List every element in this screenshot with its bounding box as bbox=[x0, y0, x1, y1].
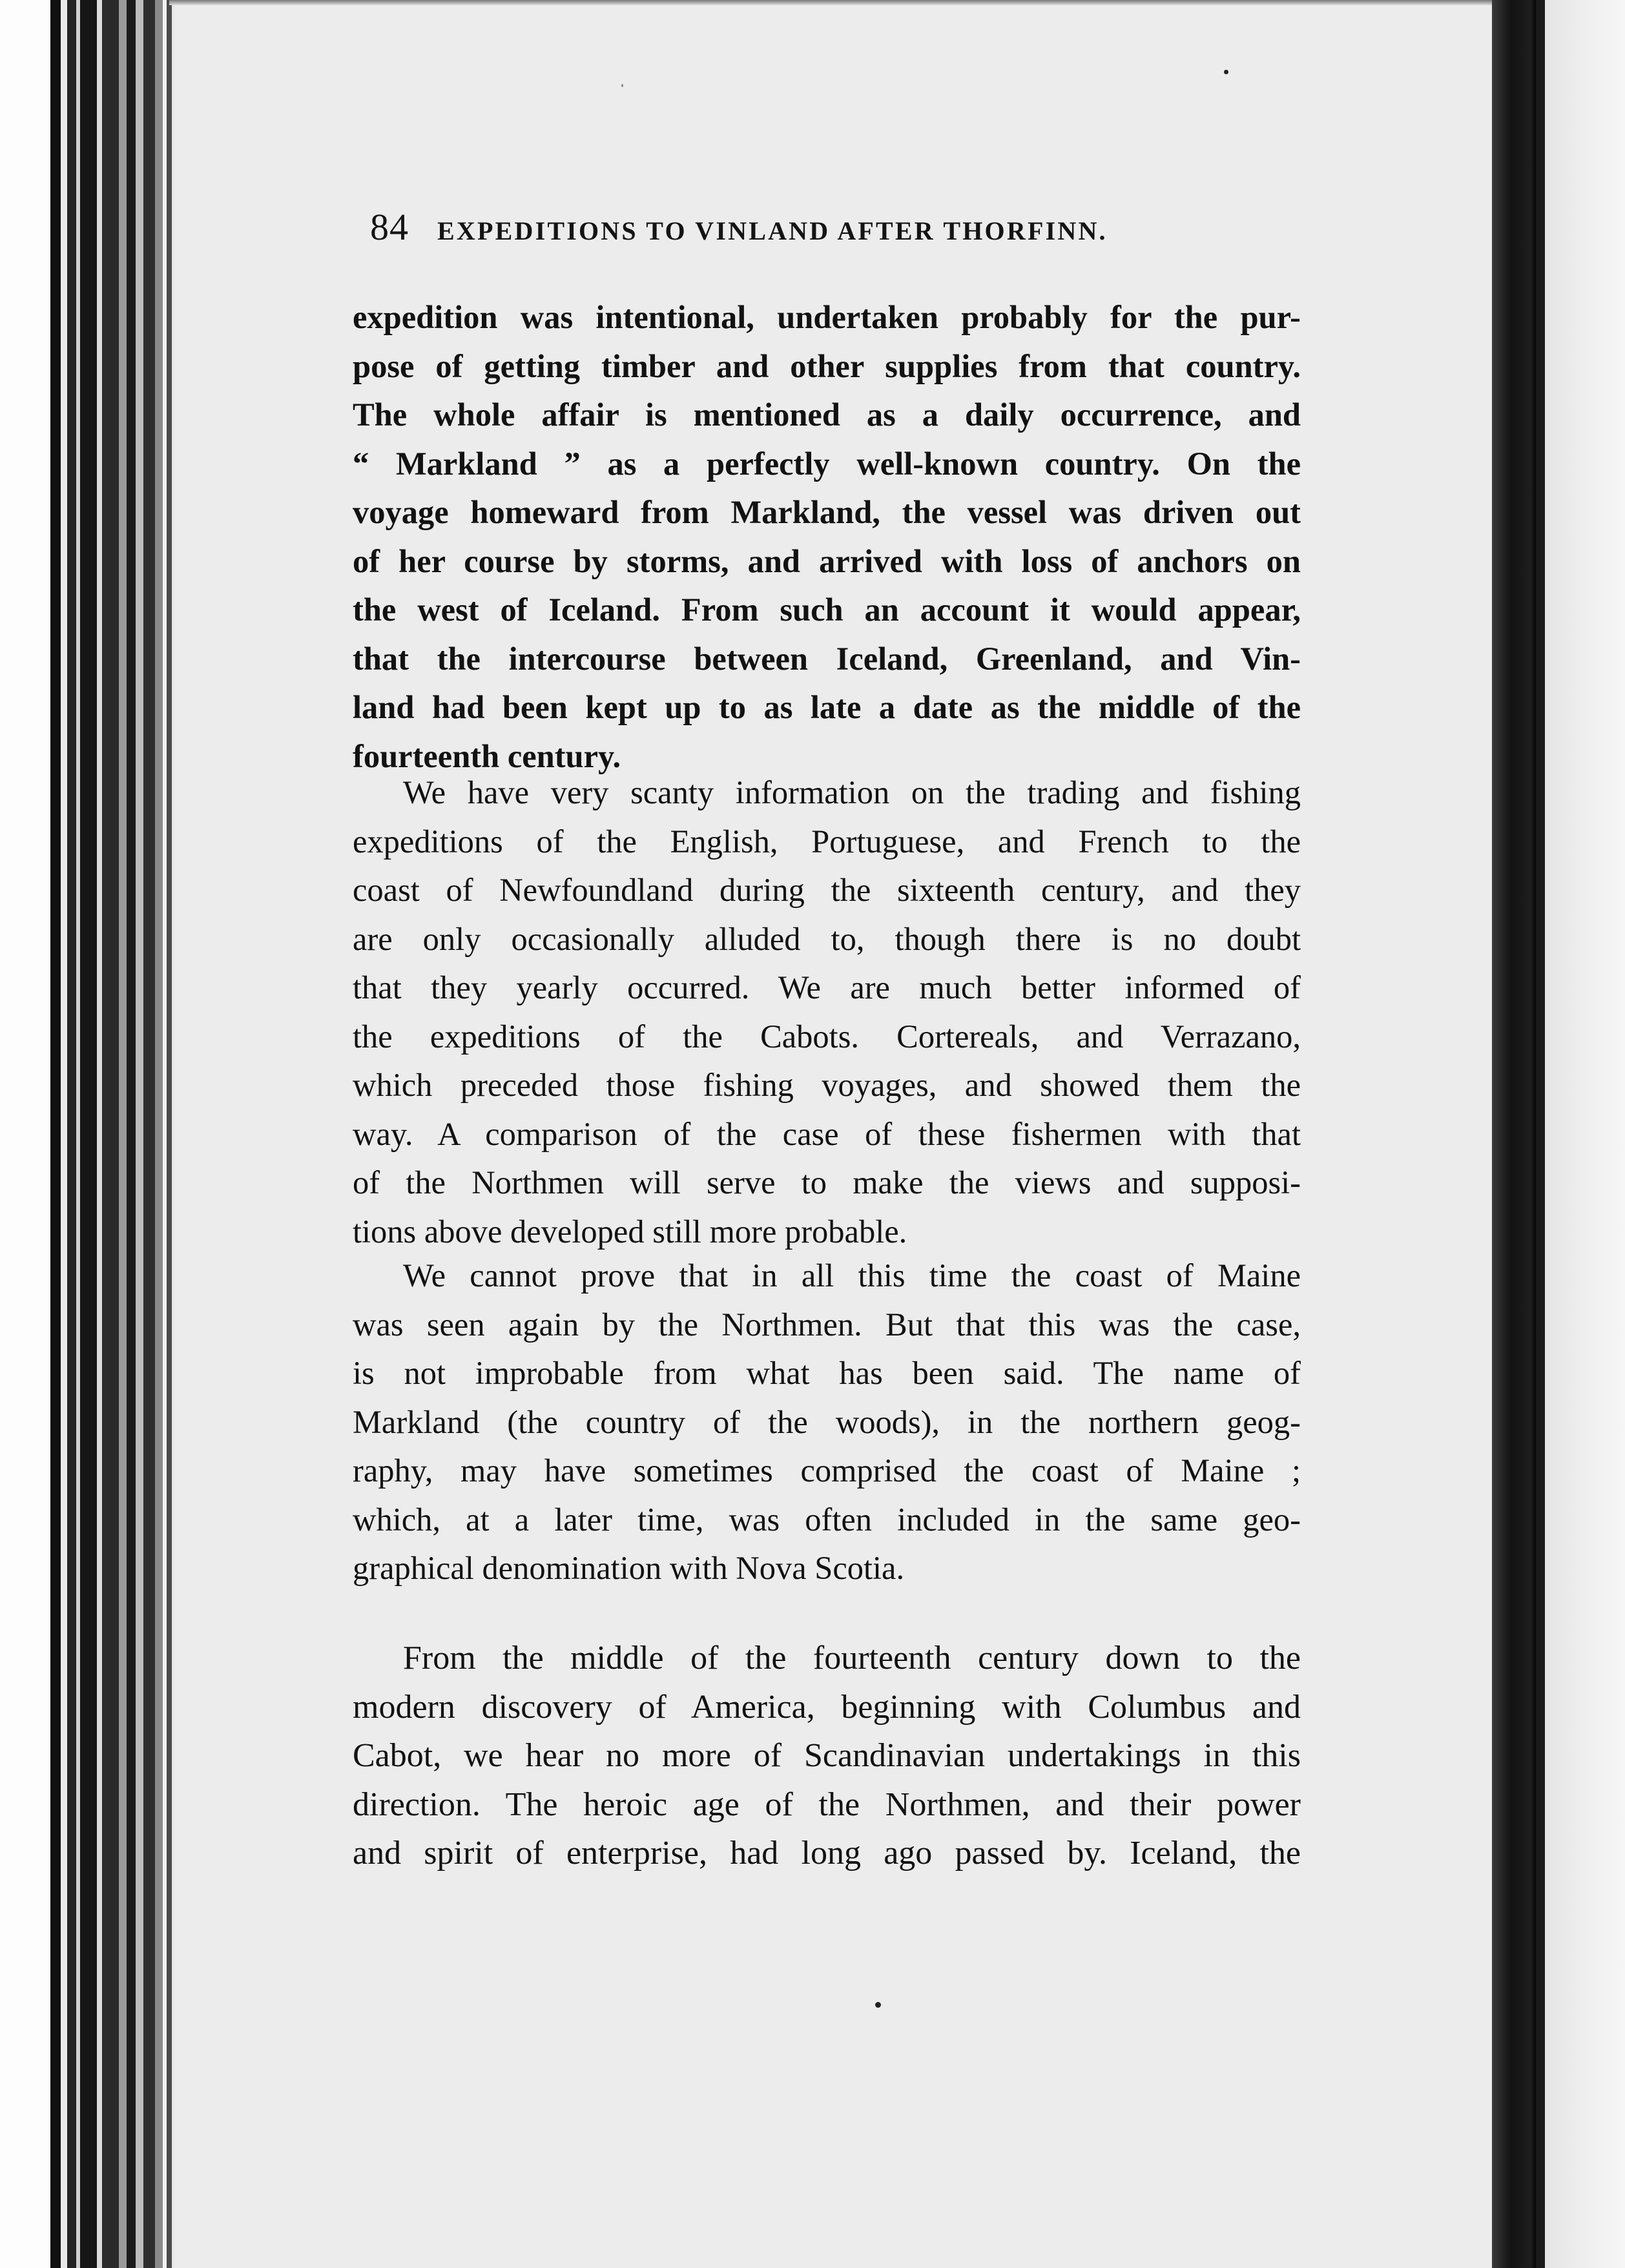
text-line: modern discovery of America, beginning with Columbus and bbox=[353, 1688, 1301, 1726]
book-right-edge bbox=[1492, 0, 1536, 2268]
text-line: coast of Newfoundland during the sixteenth century, and they bbox=[353, 872, 1301, 908]
page-top-edge bbox=[169, 0, 1526, 5]
text-line: tions above developed still more probable. bbox=[353, 1213, 907, 1250]
text-line: Markland (the country of the woods), in the northern geog- bbox=[353, 1403, 1301, 1440]
text-line: way. A comparison of the case of these fishermen with that bbox=[353, 1115, 1301, 1152]
page-number: 84 bbox=[370, 206, 409, 248]
text-line: that they yearly occurred. We are much better informed of bbox=[353, 969, 1301, 1005]
text-line: expedition was intentional, undertaken probably for the pur- bbox=[353, 299, 1301, 335]
text-line: that the intercourse between Iceland, Greenland, and Vin- bbox=[353, 640, 1301, 677]
text-line: The whole affair is mentioned as a daily occurrence, and bbox=[353, 397, 1301, 433]
text-line: Cabot, we hear no more of Scandinavian undertakings in this bbox=[353, 1737, 1301, 1774]
text-line: which, at a later time, was often included in the same geo- bbox=[353, 1501, 1301, 1538]
text-line: is not improbable from what has been said. The name of bbox=[353, 1355, 1301, 1391]
text-line: expeditions of the English, Portuguese, and French to the bbox=[353, 823, 1301, 860]
text-line: fourteenth century. bbox=[353, 737, 621, 774]
text-line: We have very scanty information on the trading and fishing bbox=[403, 774, 1301, 810]
facing-page-strip bbox=[1536, 0, 1625, 2268]
text-line: graphical denomination with Nova Scotia. bbox=[353, 1550, 905, 1586]
book-binding-gutter bbox=[0, 0, 174, 2268]
running-head-title: EXPEDITIONS TO VINLAND AFTER THORFINN. bbox=[437, 216, 1108, 245]
text-line: direction. The heroic age of the Northmen, and their power bbox=[353, 1786, 1301, 1823]
text-line: land had been kept up to as late a date as the middle of the bbox=[353, 689, 1301, 725]
text-line: voyage homeward from Markland, the vessel was driven out bbox=[353, 494, 1301, 530]
text-line: was seen again by the Northmen. But that this was the case, bbox=[353, 1306, 1301, 1343]
text-line: We cannot prove that in all this time the coast of Maine bbox=[403, 1257, 1301, 1294]
paragraph-1 bbox=[353, 293, 1301, 781]
text-line: and spirit of enterprise, had long ago passed by. Iceland, the bbox=[353, 1835, 1301, 1871]
text-line: of the Northmen will serve to make the views and supposi- bbox=[353, 1164, 1301, 1201]
text-line: From the middle of the fourteenth century down to the bbox=[403, 1640, 1301, 1676]
text-line: the expeditions of the Cabots. Cortereals, and Verrazano, bbox=[353, 1018, 1301, 1055]
text-line: the west of Iceland. From such an account it would appear, bbox=[353, 592, 1301, 628]
text-line: which preceded those fishing voyages, and showed them the bbox=[353, 1067, 1301, 1103]
running-head bbox=[370, 205, 1307, 263]
text-line: of her course by storms, and arrived with loss of anchors on bbox=[353, 542, 1301, 579]
text-line: are only occasionally alluded to, though there is no doubt bbox=[353, 920, 1301, 957]
text-line: pose of getting timber and other supplies from that country. bbox=[353, 347, 1301, 384]
text-line: raphy, may have sometimes comprised the coast of Maine ; bbox=[353, 1452, 1301, 1489]
paragraph-3 bbox=[353, 1252, 1301, 1593]
paragraph-2 bbox=[353, 768, 1301, 1256]
paragraph-4 bbox=[353, 1634, 1301, 1878]
facing-page-edge-line bbox=[1536, 0, 1545, 2268]
text-line: “ Markland ” as a perfectly well-known country. On the bbox=[353, 445, 1301, 482]
